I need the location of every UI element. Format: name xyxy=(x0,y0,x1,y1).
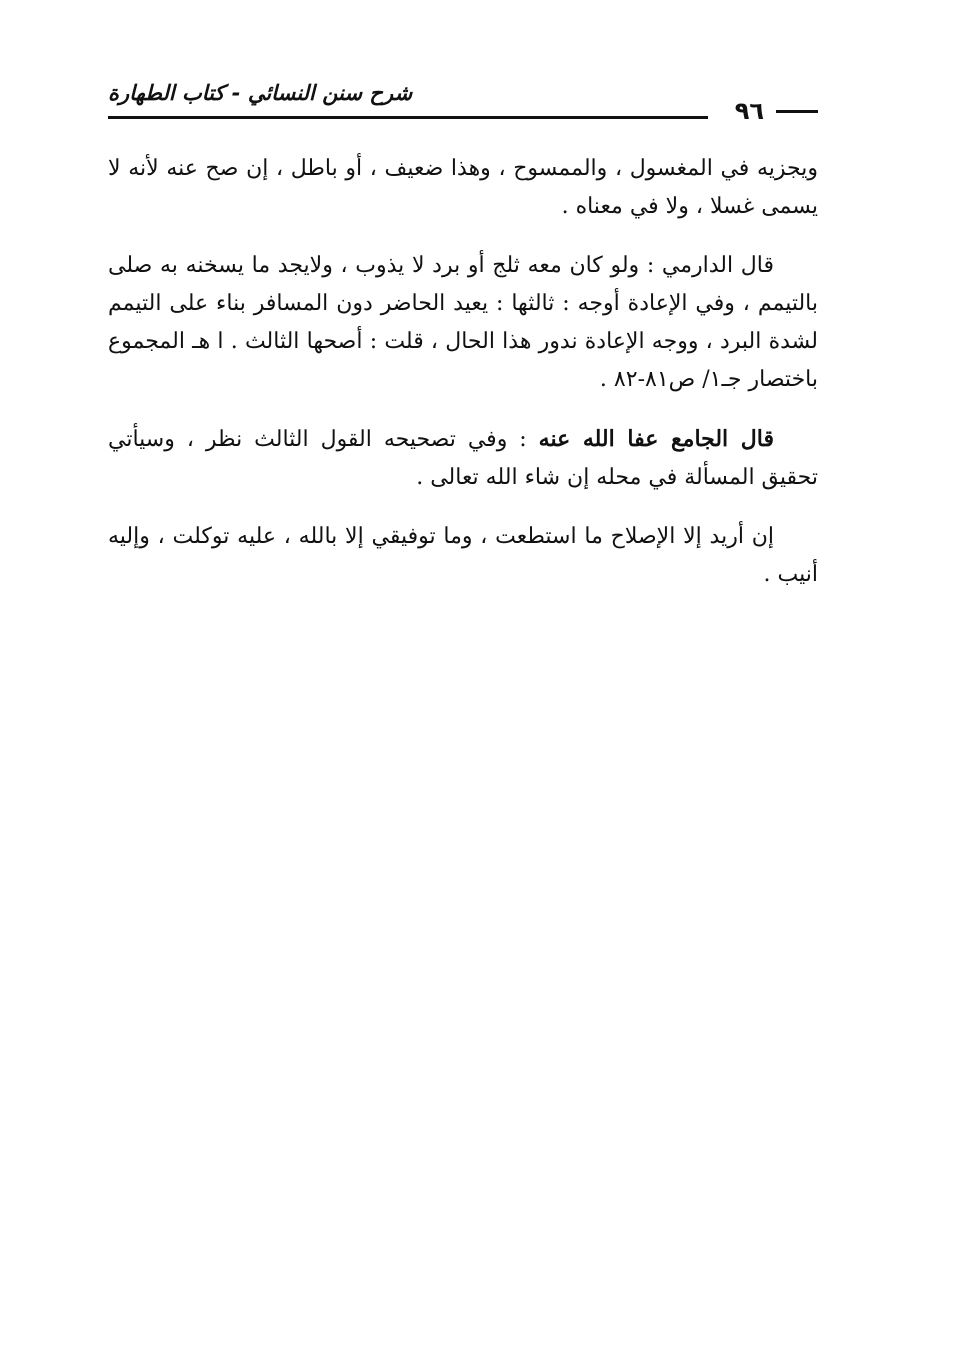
paragraph-2-text: قال الدارمي : ولو كان معه ثلج أو برد لا يذوب ، ولايجد ما يسخنه به صلى بالتيمم ، وفي الإعادة أوجه : ثالثها : يعيد الحاضر دون المسافر بناء على التيمم لشدة البرد ، ووجه الإعادة ندور هذا الحال ، قلت : أصحها الثالث . ا هـ المجموع باختصار جـ١/ ص٨١-٨٢ . xyxy=(108,253,818,392)
paragraph-3-text: : وفي تصحيحه القول الثالث نظر ، وسيأتي تحقيق المسألة في محله إن شاء الله تعالى . xyxy=(108,427,818,490)
page-number-dash xyxy=(776,110,818,113)
running-header xyxy=(108,78,818,126)
page-number-group xyxy=(735,96,818,126)
header-title: شرح سنن النسائي - كتاب الطهارة xyxy=(108,81,413,105)
page-number: ٩٦ xyxy=(734,97,764,125)
paragraph-1-text: ويجزيه في المغسول ، والممسوح ، وهذا ضعيف ، أو باطل ، إن صح عنه لأنه لا يسمى غسلا ، ولا في معناه . xyxy=(108,156,818,219)
body-text xyxy=(108,150,818,615)
paragraph-1 xyxy=(108,150,818,226)
paragraph-2 xyxy=(108,247,818,399)
header-rule xyxy=(108,116,708,119)
paragraph-3 xyxy=(108,420,818,497)
paragraph-3-lead: قال الجامع عفا الله عنه xyxy=(538,426,774,452)
paragraph-4 xyxy=(108,518,818,594)
paragraph-4-text: إن أريد إلا الإصلاح ما استطعت ، وما توفيقي إلا بالله ، عليه توكلت ، وإليه أنيب . xyxy=(108,524,818,587)
